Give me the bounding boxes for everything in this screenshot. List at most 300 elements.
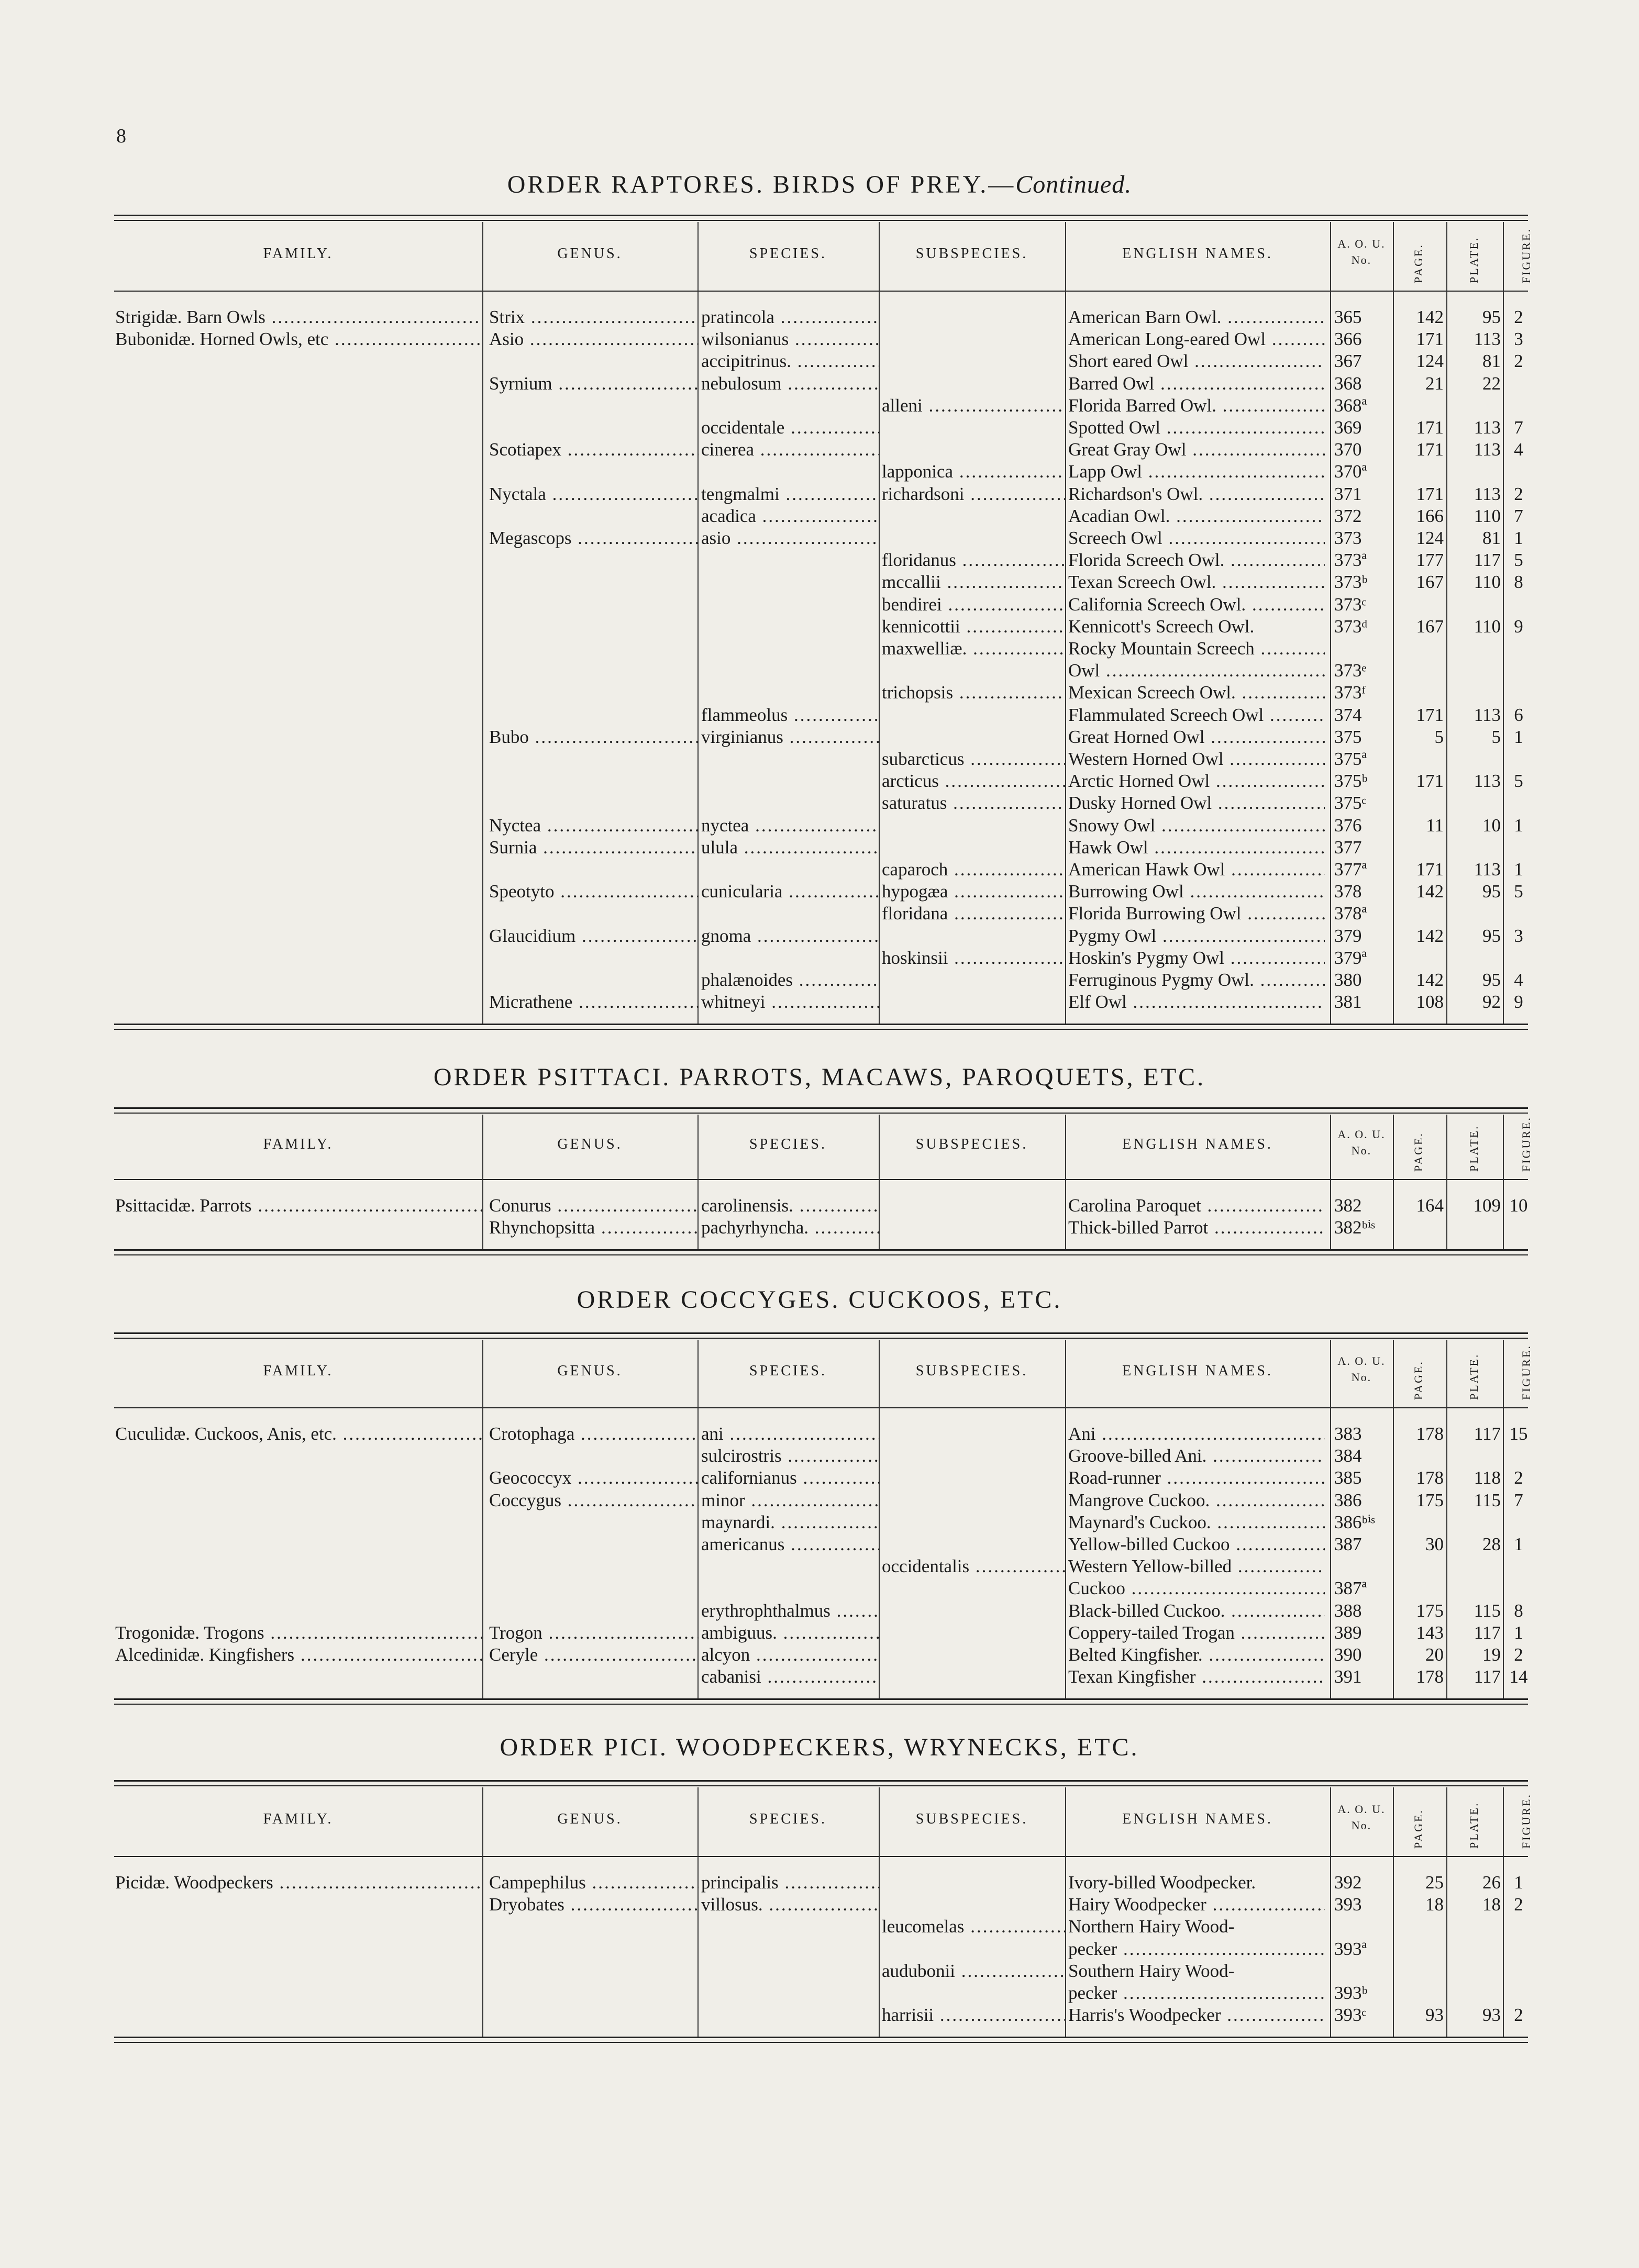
cell-page: 171	[1416, 417, 1444, 438]
cell-english: Groove-billed Ani. .....	[1068, 1445, 1325, 1467]
cell-english: Ani .....	[1068, 1423, 1325, 1445]
table-row	[114, 395, 1528, 417]
cell-figure: 5	[1514, 881, 1523, 902]
cell-english: Florida Screech Owl. .....	[1068, 549, 1325, 571]
table-top-rule	[114, 1107, 1528, 1109]
cell-english: Hoskin's Pygmy Owl .....	[1068, 947, 1325, 969]
cell-genus: Nyctala .....	[489, 483, 699, 505]
cell-subspecies: floridanus .....	[882, 549, 1065, 571]
cell-genus: Nyctea .....	[489, 815, 699, 837]
cell-species: pratincola .....	[701, 306, 879, 328]
header-english: ENGLISH NAMES.	[1122, 1136, 1273, 1152]
cell-family: Trogonidæ. Trogons .....	[115, 1622, 482, 1644]
cell-figure: 15	[1509, 1424, 1528, 1444]
cell-english: Belted Kingfisher. .....	[1068, 1644, 1325, 1666]
cell-page: 171	[1416, 859, 1444, 880]
cell-plate: 113	[1474, 417, 1501, 438]
cell-english: Great Horned Owl .....	[1068, 726, 1325, 748]
header-english: ENGLISH NAMES.	[1122, 1363, 1273, 1379]
header-figure: FIGURE.	[1520, 1344, 1533, 1400]
cell-family: Bubonidæ. Horned Owls, etc .....	[115, 328, 482, 350]
cell-page: 167	[1416, 572, 1444, 593]
header-aou-line1: A. O. U.	[1337, 1128, 1386, 1141]
header-genus: GENUS.	[557, 246, 623, 262]
cell-page: 108	[1416, 992, 1444, 1013]
table-bottom-rule	[114, 1704, 1528, 1705]
species-table	[114, 1780, 1533, 2037]
cell-genus: Conurus .....	[489, 1195, 699, 1217]
cell-page: 20	[1425, 1644, 1444, 1665]
header-plate: PLATE.	[1467, 1353, 1480, 1400]
cell-aou: 387ª	[1334, 1578, 1367, 1599]
table-row	[114, 837, 1528, 859]
cell-subspecies: mccallii .....	[882, 571, 1065, 593]
cell-english: Barred Owl .....	[1068, 373, 1325, 395]
cell-plate: 92	[1482, 992, 1501, 1013]
header-aou-line1: A. O. U.	[1337, 1803, 1386, 1816]
header-plate: PLATE.	[1467, 1125, 1480, 1172]
table-row	[114, 439, 1528, 461]
table-bottom-rule	[114, 1029, 1528, 1030]
section-title-text: ORDER PICI. WOODPECKERS, WRYNECKS, ETC.	[500, 1733, 1139, 1761]
section-title	[0, 1063, 1639, 1092]
cell-aou: 373	[1334, 528, 1362, 548]
header-species: SPECIES.	[749, 1363, 827, 1379]
cell-page: 166	[1416, 505, 1444, 526]
cell-aou: 390	[1334, 1644, 1362, 1665]
cell-genus: Strix .....	[489, 306, 699, 328]
table-row	[114, 1489, 1528, 1511]
cell-plate: 93	[1482, 2005, 1501, 2026]
table-top-rule	[114, 215, 1528, 216]
cell-plate: 81	[1482, 528, 1501, 548]
cell-english: Pygmy Owl .....	[1068, 925, 1325, 947]
header-family: FAMILY.	[263, 1363, 334, 1379]
table-bottom-rule	[114, 2037, 1528, 2038]
table-row	[114, 1195, 1528, 1217]
cell-species: principalis .....	[701, 1872, 879, 1894]
cell-family: Alcedinidæ. Kingfishers .....	[115, 1644, 482, 1666]
cell-plate: 117	[1474, 1424, 1501, 1444]
cell-species: cabanisi .....	[701, 1666, 879, 1688]
cell-page: 143	[1416, 1622, 1444, 1643]
cell-subspecies: audubonii .....	[882, 1960, 1065, 1982]
header-figure: FIGURE.	[1520, 1116, 1533, 1172]
cell-plate: 117	[1474, 550, 1501, 571]
cell-page: 142	[1416, 881, 1444, 902]
table-bottom-rule	[114, 1249, 1528, 1251]
cell-subspecies: floridana .....	[882, 903, 1065, 925]
cell-aou: 386	[1334, 1489, 1362, 1510]
cell-aou: 373ª	[1334, 550, 1367, 571]
cell-english: Western Horned Owl .....	[1068, 748, 1325, 770]
table-row	[114, 594, 1528, 616]
header-species: SPECIES.	[749, 246, 827, 262]
cell-page: 171	[1416, 704, 1444, 725]
cell-page: 178	[1416, 1666, 1444, 1687]
cell-english: Elf Owl .....	[1068, 991, 1325, 1013]
cell-family: Strigidæ. Barn Owls .....	[115, 306, 482, 328]
cell-plate: 113	[1474, 859, 1501, 880]
cell-plate: 117	[1474, 1666, 1501, 1687]
cell-english: Spotted Owl .....	[1068, 417, 1325, 439]
table-row	[114, 1666, 1528, 1688]
table-row	[114, 925, 1528, 947]
table-row	[114, 571, 1528, 593]
cell-species: carolinensis. .....	[701, 1195, 879, 1217]
cell-subspecies: harrisii .....	[882, 2004, 1065, 2026]
cell-english: Burrowing Owl .....	[1068, 881, 1325, 903]
cell-english: American Hawk Owl .....	[1068, 859, 1325, 881]
cell-aou: 378	[1334, 881, 1362, 902]
cell-species: sulcirostris .....	[701, 1445, 879, 1467]
cell-aou: 365	[1334, 307, 1362, 327]
cell-page: 142	[1416, 925, 1444, 946]
cell-figure: 7	[1514, 505, 1523, 526]
cell-plate: 95	[1482, 970, 1501, 990]
cell-aou: 393ᵇ	[1334, 1983, 1368, 2003]
cell-figure: 2	[1514, 1644, 1523, 1665]
cell-english: Richardson's Owl. .....	[1068, 483, 1325, 505]
cell-plate: 113	[1474, 483, 1501, 504]
cell-subspecies: leucomelas .....	[882, 1916, 1065, 1938]
cell-english: Lapp Owl .....	[1068, 461, 1325, 483]
cell-figure: 3	[1514, 329, 1523, 350]
table-top-rule	[114, 1113, 1528, 1114]
header-genus: GENUS.	[557, 1136, 623, 1152]
table-top-rule	[114, 1332, 1528, 1334]
cell-plate: 109	[1473, 1195, 1501, 1216]
cell-english: Coppery-tailed Trogan .....	[1068, 1622, 1325, 1644]
cell-english: Rocky Mountain Screech .....	[1068, 638, 1325, 660]
cell-subspecies: saturatus .....	[882, 792, 1065, 814]
cell-english: Mangrove Cuckoo. .....	[1068, 1489, 1325, 1511]
header-aou	[1330, 1802, 1393, 1834]
cell-aou: 370	[1334, 439, 1362, 460]
cell-aou: 372	[1334, 505, 1362, 526]
table-row	[114, 328, 1528, 350]
species-table	[114, 1107, 1533, 1249]
cell-english: Yellow-billed Cuckoo .....	[1068, 1533, 1325, 1555]
header-species: SPECIES.	[749, 1136, 827, 1152]
table-row	[114, 1467, 1528, 1489]
cell-page: 167	[1416, 616, 1444, 637]
cell-aou: 377ª	[1334, 859, 1367, 880]
cell-species: maynardi. .....	[701, 1511, 879, 1533]
cell-subspecies: kennicottii .....	[882, 616, 1065, 638]
cell-subspecies: trichopsis .....	[882, 682, 1065, 704]
table-row	[114, 549, 1528, 571]
section-title	[0, 170, 1639, 199]
cell-genus: Surnia .....	[489, 837, 699, 859]
cell-aou: 368	[1334, 373, 1362, 394]
cell-genus: Scotiapex .....	[489, 439, 699, 461]
cell-plate: 28	[1482, 1534, 1501, 1554]
cell-english: California Screech Owl. .....	[1068, 594, 1325, 616]
cell-subspecies: richardsoni .....	[882, 483, 1065, 505]
table-row	[114, 350, 1528, 372]
cell-species: nebulosum .....	[701, 373, 879, 395]
cell-figure: 1	[1514, 528, 1523, 548]
header-family: FAMILY.	[263, 1811, 334, 1827]
cell-aou: 382ᵇⁱˢ	[1334, 1217, 1375, 1238]
cell-aou: 393ᶜ	[1334, 2005, 1367, 2026]
header-aou-line1: A. O. U.	[1337, 1354, 1386, 1368]
cell-species: occidentale .....	[701, 417, 879, 439]
cell-species: flammeolus .....	[701, 704, 879, 726]
table-row	[114, 815, 1528, 837]
table-row	[114, 859, 1528, 881]
cell-aou: 373ᵈ	[1334, 616, 1368, 637]
cell-page: 178	[1416, 1424, 1444, 1444]
table-row	[114, 616, 1528, 638]
cell-subspecies: arcticus .....	[882, 770, 1065, 792]
cell-english: Southern Hairy Wood-	[1068, 1960, 1235, 1981]
table-row	[114, 2004, 1528, 2026]
cell-aou: 373ᶜ	[1334, 594, 1367, 615]
table-row	[114, 682, 1528, 704]
cell-figure: 3	[1514, 925, 1523, 946]
cell-aou: 380	[1334, 970, 1362, 990]
cell-subspecies: lapponica .....	[882, 461, 1065, 483]
header-plate: PLATE.	[1467, 236, 1480, 283]
table-row	[114, 792, 1528, 814]
cell-english: Hairy Woodpecker .....	[1068, 1894, 1325, 1916]
table-top-rule	[114, 1780, 1528, 1782]
cell-figure: 7	[1514, 417, 1523, 438]
cell-species: americanus .....	[701, 1533, 879, 1555]
cell-page: 93	[1425, 2005, 1444, 2026]
section-title-continued: Continued.	[1015, 171, 1132, 198]
header-aou	[1330, 236, 1393, 269]
cell-aou: 375ª	[1334, 749, 1367, 769]
table-row	[114, 660, 1528, 682]
cell-figure: 1	[1514, 1622, 1523, 1643]
table-row	[114, 991, 1528, 1013]
cell-plate: 5	[1491, 726, 1501, 747]
cell-subspecies: bendirei .....	[882, 594, 1065, 616]
cell-species: ambiguus. .....	[701, 1622, 879, 1644]
cell-aou: 379ª	[1334, 947, 1367, 968]
cell-figure: 2	[1514, 1894, 1523, 1915]
cell-english: pecker .....	[1068, 1938, 1325, 1960]
cell-plate: 26	[1482, 1872, 1501, 1893]
cell-english: Arctic Horned Owl .....	[1068, 770, 1325, 792]
cell-aou: 393	[1334, 1894, 1362, 1915]
cell-page: 175	[1416, 1600, 1444, 1621]
header-aou-line2: No.	[1351, 253, 1372, 266]
table-row	[114, 770, 1528, 792]
cell-species: ulula .....	[701, 837, 879, 859]
cell-species: erythrophthalmus .....	[701, 1600, 879, 1622]
cell-plate: 118	[1474, 1467, 1501, 1488]
cell-aou: 371	[1334, 483, 1362, 504]
table-row	[114, 1600, 1528, 1622]
page-number: 8	[116, 125, 126, 147]
cell-genus: Dryobates .....	[489, 1894, 699, 1916]
header-english: ENGLISH NAMES.	[1122, 246, 1273, 262]
cell-aou: 374	[1334, 704, 1362, 725]
header-plate: PLATE.	[1467, 1802, 1480, 1849]
cell-aou: 385	[1334, 1467, 1362, 1488]
header-figure: FIGURE.	[1520, 228, 1533, 283]
table-row	[114, 1916, 1528, 1938]
cell-figure: 1	[1514, 726, 1523, 747]
cell-english: Texan Screech Owl. .....	[1068, 571, 1325, 593]
cell-aou: 393ª	[1334, 1938, 1367, 1959]
table-row	[114, 1423, 1528, 1445]
cell-aou: 375	[1334, 726, 1362, 747]
table-row	[114, 1960, 1528, 1982]
header-genus: GENUS.	[557, 1363, 623, 1379]
cell-figure: 8	[1514, 572, 1523, 593]
cell-aou: 381	[1334, 992, 1362, 1013]
cell-aou: 368ª	[1334, 395, 1367, 416]
cell-plate: 95	[1482, 881, 1501, 902]
cell-genus: Asio .....	[489, 328, 699, 350]
section-title-text: ORDER RAPTORES. BIRDS OF PREY.—	[507, 171, 1016, 198]
cell-aou: 375ᶜ	[1334, 793, 1367, 814]
cell-plate: 10	[1482, 815, 1501, 836]
cell-figure: 9	[1514, 616, 1523, 637]
cell-plate: 115	[1474, 1489, 1501, 1510]
table-row	[114, 1872, 1528, 1894]
table-row	[114, 461, 1528, 483]
species-table	[114, 1332, 1533, 1698]
cell-english: Short eared Owl .....	[1068, 350, 1325, 372]
cell-genus: Glaucidium .....	[489, 925, 699, 947]
cell-aou: 369	[1334, 417, 1362, 438]
header-subspecies: SUBSPECIES.	[915, 1811, 1028, 1827]
table-row	[114, 1577, 1528, 1599]
cell-subspecies: hoskinsii .....	[882, 947, 1065, 969]
cell-species: cinerea .....	[701, 439, 879, 461]
cell-family: Psittacidæ. Parrots .....	[115, 1195, 482, 1217]
cell-aou: 382	[1334, 1195, 1362, 1216]
cell-english: Snowy Owl .....	[1068, 815, 1325, 837]
cell-aou: 367	[1334, 351, 1362, 372]
cell-page: 18	[1425, 1894, 1444, 1915]
table-row	[114, 1894, 1528, 1916]
cell-species: nyctea .....	[701, 815, 879, 837]
cell-plate: 110	[1474, 572, 1501, 593]
cell-subspecies: caparoch .....	[882, 859, 1065, 881]
cell-aou: 366	[1334, 329, 1362, 350]
header-family: FAMILY.	[263, 1136, 334, 1152]
cell-english: Acadian Owl. .....	[1068, 505, 1325, 527]
header-aou-line2: No.	[1351, 1818, 1372, 1832]
cell-english: Carolina Paroquet .....	[1068, 1195, 1325, 1217]
table-row	[114, 1445, 1528, 1467]
cell-english: Dusky Horned Owl .....	[1068, 792, 1325, 814]
cell-species: minor .....	[701, 1489, 879, 1511]
header-page: PAGE.	[1412, 1132, 1425, 1172]
cell-english: Thick-billed Parrot .....	[1068, 1217, 1325, 1239]
cell-plate: 113	[1474, 329, 1501, 350]
header-aou-line2: No.	[1351, 1143, 1372, 1157]
header-subspecies: SUBSPECIES.	[915, 246, 1028, 262]
cell-aou: 377	[1334, 837, 1362, 858]
cell-plate: 95	[1482, 307, 1501, 327]
species-table	[114, 215, 1533, 1024]
cell-figure: 9	[1514, 992, 1523, 1013]
header-rule	[114, 1179, 1528, 1180]
cell-subspecies: hypogæa .....	[882, 881, 1065, 903]
table-row	[114, 1644, 1528, 1666]
cell-species: whitneyi .....	[701, 991, 879, 1013]
table-row	[114, 748, 1528, 770]
section-title	[0, 1285, 1639, 1314]
cell-plate: 113	[1474, 704, 1501, 725]
cell-english: Hawk Owl .....	[1068, 837, 1325, 859]
table-row	[114, 881, 1528, 903]
table-row	[114, 947, 1528, 969]
header-aou	[1330, 1127, 1393, 1159]
cell-english: Florida Barred Owl. .....	[1068, 395, 1325, 417]
cell-english: Screech Owl .....	[1068, 527, 1325, 549]
cell-page: 124	[1416, 528, 1444, 548]
cell-aou: 386ᵇⁱˢ	[1334, 1511, 1375, 1532]
cell-english: pecker .....	[1068, 1982, 1325, 2004]
cell-page: 124	[1416, 351, 1444, 372]
cell-english: Mexican Screech Owl. .....	[1068, 682, 1325, 704]
cell-figure: 2	[1514, 1467, 1523, 1488]
cell-figure: 5	[1514, 771, 1523, 792]
table-row	[114, 1555, 1528, 1577]
cell-genus: Bubo .....	[489, 726, 699, 748]
cell-english: American Barn Owl. .....	[1068, 306, 1325, 328]
cell-genus: Megascops .....	[489, 527, 699, 549]
cell-aou: 389	[1334, 1622, 1362, 1643]
cell-species: virginianus .....	[701, 726, 879, 748]
cell-figure: 6	[1514, 704, 1523, 725]
table-row	[114, 527, 1528, 549]
cell-species: asio .....	[701, 527, 879, 549]
cell-aou: 379	[1334, 925, 1362, 946]
cell-aou: 383	[1334, 1424, 1362, 1444]
cell-aou: 373ᵇ	[1334, 572, 1368, 593]
table-top-rule	[114, 1785, 1528, 1786]
header-aou	[1330, 1353, 1393, 1386]
cell-aou: 384	[1334, 1446, 1362, 1466]
cell-genus: Syrnium .....	[489, 373, 699, 395]
cell-subspecies: occidentalis .....	[882, 1555, 1065, 1577]
table-row	[114, 1938, 1528, 1960]
cell-aou: 370ª	[1334, 461, 1367, 482]
cell-page: 142	[1416, 970, 1444, 990]
cell-page: 171	[1416, 439, 1444, 460]
section-title-text: ORDER COCCYGES. CUCKOOS, ETC.	[577, 1286, 1062, 1314]
cell-plate: 18	[1482, 1894, 1501, 1915]
header-aou-line1: A. O. U.	[1337, 237, 1386, 250]
cell-plate: 22	[1482, 373, 1501, 394]
cell-figure: 2	[1514, 307, 1523, 327]
header-page: PAGE.	[1412, 1809, 1425, 1849]
table-bottom-rule	[114, 1698, 1528, 1700]
cell-genus: Coccygus .....	[489, 1489, 699, 1511]
cell-page: 21	[1425, 373, 1444, 394]
cell-plate: 115	[1474, 1600, 1501, 1621]
cell-family: Picidæ. Woodpeckers .....	[115, 1872, 482, 1894]
header-rule	[114, 1856, 1528, 1857]
cell-english: Maynard's Cuckoo. .....	[1068, 1511, 1325, 1533]
header-subspecies: SUBSPECIES.	[915, 1363, 1028, 1379]
header-rule	[114, 1407, 1528, 1408]
cell-subspecies: subarcticus .....	[882, 748, 1065, 770]
header-rule	[114, 291, 1528, 292]
cell-genus: Crotophaga .....	[489, 1423, 699, 1445]
table-row	[114, 1217, 1528, 1239]
